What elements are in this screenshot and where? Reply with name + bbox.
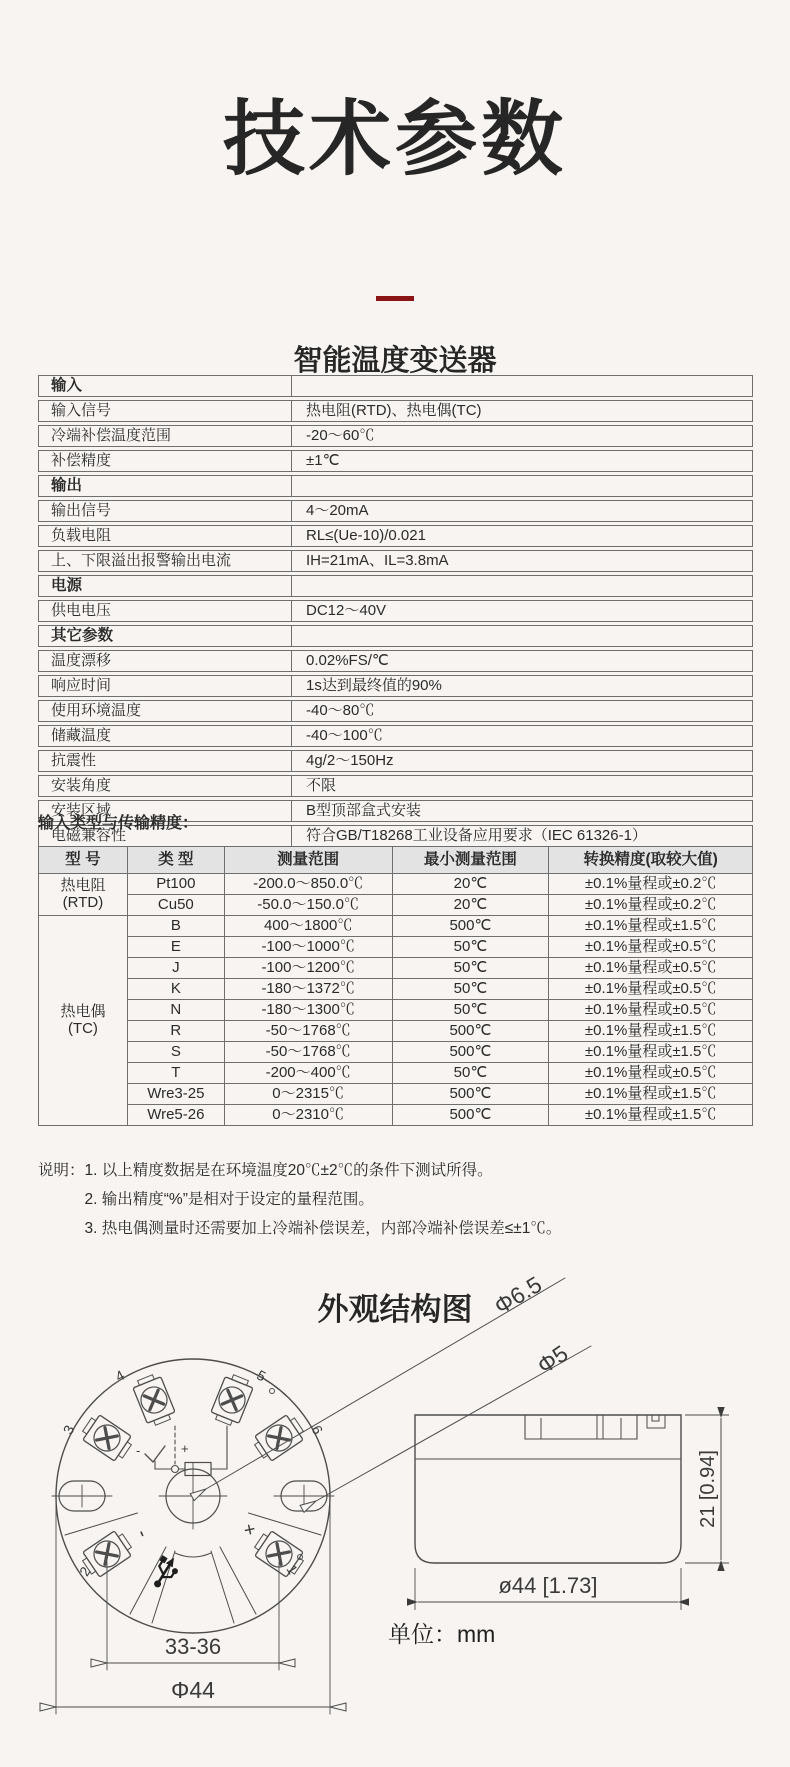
- spec-row: [38, 450, 753, 472]
- min-range: 500℃: [392, 1042, 549, 1063]
- note-item: 1. 以上精度数据是在环境温度20℃±2℃的条件下测试所得。: [84, 1162, 493, 1179]
- spec-label: 储藏温度: [38, 725, 292, 747]
- spec-row: [38, 750, 753, 772]
- spec-value: ±1℃: [292, 450, 753, 472]
- side-view-dimensions: [415, 1415, 729, 1610]
- accuracy-row: [39, 979, 753, 1000]
- measure-range: -200～400℃: [224, 1063, 392, 1084]
- page-title: 技术参数: [222, 94, 567, 185]
- notes-block: [38, 1156, 758, 1243]
- measure-range: -200.0～850.0℃: [224, 874, 392, 895]
- measure-range: -100～1200℃: [224, 958, 392, 979]
- spec-value: DC12～40V: [292, 600, 753, 622]
- spec-row: [38, 600, 753, 622]
- spec-table-subtitle: 智能温度变送器: [293, 345, 497, 377]
- mounting-slot-icon: [52, 1481, 112, 1511]
- title-accent-dash: [376, 296, 414, 301]
- wiring-plus-label: +: [181, 1441, 189, 1456]
- conversion-accuracy: ±0.1%量程或±0.5℃: [549, 979, 753, 1000]
- accuracy-model-rtd: [39, 874, 128, 916]
- accuracy-table: [38, 846, 753, 1126]
- model-name: 热电阻: [60, 877, 106, 894]
- spec-row: [38, 550, 753, 572]
- spec-row: [38, 775, 753, 797]
- measure-range: -180～1372℃: [224, 979, 392, 1000]
- terminal-number: 3: [59, 1422, 78, 1437]
- spec-section-row: [38, 475, 753, 497]
- accuracy-row: [39, 937, 753, 958]
- min-range: 50℃: [392, 958, 549, 979]
- sensor-type: Wre3-25: [127, 1084, 224, 1105]
- spec-row: [38, 700, 753, 722]
- spec-table: [38, 372, 753, 850]
- spec-row: [38, 650, 753, 672]
- spec-value: [292, 625, 753, 647]
- measure-range: -100～1000℃: [224, 937, 392, 958]
- top-view-dimensions: [56, 1271, 591, 1714]
- accuracy-header-row: [39, 847, 753, 874]
- spec-row: [38, 525, 753, 547]
- conversion-accuracy: ±0.1%量程或±0.5℃: [549, 1000, 753, 1021]
- spec-value: [292, 475, 753, 497]
- accuracy-row: [39, 1105, 753, 1126]
- accuracy-row: [39, 1000, 753, 1021]
- spec-value: 4g/2～150Hz: [292, 750, 753, 772]
- spec-label: 供电电压: [38, 600, 292, 622]
- spec-label: 冷端补偿温度范围: [38, 425, 292, 447]
- accuracy-row: [39, 1084, 753, 1105]
- spec-value: 0.02%FS/℃: [292, 650, 753, 672]
- accuracy-row: [39, 958, 753, 979]
- min-range: 50℃: [392, 979, 549, 1000]
- spec-row: [38, 425, 753, 447]
- spec-section-label: 输入: [38, 375, 292, 397]
- accuracy-row: [39, 916, 753, 937]
- spec-section-row: [38, 375, 753, 397]
- sensor-type: J: [127, 958, 224, 979]
- min-range: 20℃: [392, 895, 549, 916]
- spec-value: 热电阻(RTD)、热电偶(TC): [292, 400, 753, 422]
- measure-range: 0～2310℃: [224, 1105, 392, 1126]
- note-item: 3. 热电偶测量时还需要加上冷端补偿误差，内部冷端补偿误差≤±1℃。: [84, 1220, 562, 1237]
- accuracy-row: [39, 895, 753, 916]
- dim-center-hole-label: Φ6.5: [489, 1271, 547, 1320]
- sensor-type: N: [127, 1000, 224, 1021]
- sensor-type: Cu50: [127, 895, 224, 916]
- structure-section-title: 外观结构图: [317, 1292, 473, 1327]
- spec-label: 响应时间: [38, 675, 292, 697]
- conversion-accuracy: ±0.1%量程或±0.2℃: [549, 895, 753, 916]
- polarity-minus-label: -: [131, 1525, 154, 1542]
- accuracy-header-accuracy: 转换精度(取较大值): [549, 847, 753, 874]
- sensor-type: R: [127, 1021, 224, 1042]
- dim-span-label: 33-36: [164, 1634, 222, 1659]
- min-range: 50℃: [392, 1000, 549, 1021]
- min-range: 50℃: [392, 937, 549, 958]
- terminal-number: 6: [308, 1422, 327, 1437]
- transmitter-side-view: [415, 1415, 729, 1610]
- accuracy-row: [39, 1063, 753, 1084]
- conversion-accuracy: ±0.1%量程或±1.5℃: [549, 1021, 753, 1042]
- spec-label: 温度漂移: [38, 650, 292, 672]
- accuracy-header-range: 测量范围: [224, 847, 392, 874]
- terminal-screw-icon: [131, 1372, 177, 1428]
- measure-range: -50～1768℃: [224, 1042, 392, 1063]
- accuracy-row: [39, 1021, 753, 1042]
- spec-section-row: [38, 625, 753, 647]
- spec-section-label: 电源: [38, 575, 292, 597]
- conversion-accuracy: ±0.1%量程或±1.5℃: [549, 1084, 753, 1105]
- conversion-accuracy: ±0.1%量程或±0.2℃: [549, 874, 753, 895]
- dim-diameter-label: ø44 [1.73]: [498, 1573, 598, 1598]
- dim-height-label: 21 [0.94]: [697, 1450, 719, 1528]
- terminal-number: 5: [254, 1366, 269, 1385]
- wiring-minus-label: -: [136, 1443, 141, 1458]
- spec-value: 不限: [292, 775, 753, 797]
- sensor-type: Pt100: [127, 874, 224, 895]
- note-item: 2. 输出精度“%”是相对于设定的量程范围。: [84, 1191, 374, 1208]
- spec-row: [38, 400, 753, 422]
- sector-lines: [65, 1513, 321, 1623]
- spec-value: -20～60℃: [292, 425, 753, 447]
- unit-label: 单位：mm: [388, 1621, 496, 1647]
- spec-row: [38, 500, 753, 522]
- min-range: 500℃: [392, 1105, 549, 1126]
- sensor-type: K: [127, 979, 224, 1000]
- structure-drawing: [25, 1250, 765, 1745]
- spec-value: [292, 575, 753, 597]
- conversion-accuracy: ±0.1%量程或±1.5℃: [549, 916, 753, 937]
- spec-value: 4～20mA: [292, 500, 753, 522]
- spec-value: 符合GB/T18268工业设备应用要求（IEC 61326-1）: [292, 825, 753, 847]
- measure-range: -50～1768℃: [224, 1021, 392, 1042]
- spec-label: 负载电阻: [38, 525, 292, 547]
- spec-label: 安装区域: [38, 800, 292, 822]
- spec-label: 电磁兼容性: [38, 825, 292, 847]
- terminal-number: 1: [283, 1561, 302, 1577]
- accuracy-header-type: 类 型: [127, 847, 224, 874]
- accuracy-table-caption: 输入类型与传输精度：: [38, 815, 199, 832]
- transmitter-top-view: [52, 1271, 591, 1714]
- accuracy-header-min-range: 最小测量范围: [392, 847, 549, 874]
- min-range: 500℃: [392, 1021, 549, 1042]
- dim-diameter-label: Φ44: [171, 1677, 215, 1703]
- measure-range: -50.0～150.0℃: [224, 895, 392, 916]
- spec-section-label: 其它参数: [38, 625, 292, 647]
- spec-value: IH=21mA、IL=3.8mA: [292, 550, 753, 572]
- accuracy-row: [39, 1042, 753, 1063]
- conversion-accuracy: ±0.1%量程或±0.5℃: [549, 1063, 753, 1084]
- terminal-screw-icon: [79, 1412, 136, 1464]
- terminal-number: 4: [112, 1366, 127, 1385]
- spec-value: -40～100℃: [292, 725, 753, 747]
- spec-value: [292, 375, 753, 397]
- spec-label: 输出信号: [38, 500, 292, 522]
- accuracy-row: [39, 874, 753, 895]
- min-range: 20℃: [392, 874, 549, 895]
- spec-value: B型顶部盒式安装: [292, 800, 753, 822]
- conversion-accuracy: ±0.1%量程或±1.5℃: [549, 1105, 753, 1126]
- min-range: 500℃: [392, 1084, 549, 1105]
- spec-row: [38, 725, 753, 747]
- sensor-type: T: [127, 1063, 224, 1084]
- spec-row: [38, 675, 753, 697]
- min-range: 500℃: [392, 916, 549, 937]
- sensor-type: E: [127, 937, 224, 958]
- model-abbr: (TC): [67, 1019, 98, 1037]
- conversion-accuracy: ±0.1%量程或±0.5℃: [549, 937, 753, 958]
- accuracy-header-model: 型 号: [39, 847, 128, 874]
- conversion-accuracy: ±0.1%量程或±1.5℃: [549, 1042, 753, 1063]
- model-name: 热电偶: [60, 1003, 106, 1020]
- spec-label: 输入信号: [38, 400, 292, 422]
- model-abbr: (RTD): [62, 893, 104, 911]
- spec-value: -40～80℃: [292, 700, 753, 722]
- sensor-type: S: [127, 1042, 224, 1063]
- terminal-screw-icon: [209, 1372, 255, 1428]
- dim-slot-hole-label: Φ5: [532, 1339, 573, 1379]
- terminal-screw-icon: [251, 1412, 308, 1464]
- spec-section-row: [38, 575, 753, 597]
- spec-label: 抗震性: [38, 750, 292, 772]
- center-screw-icon: [159, 1463, 227, 1529]
- polarity-plus-label: +: [241, 1518, 258, 1543]
- sensor-type: B: [127, 916, 224, 937]
- measure-range: -180～1300℃: [224, 1000, 392, 1021]
- accuracy-model-tc: [39, 916, 128, 1126]
- terminal-number: 2: [75, 1563, 94, 1579]
- notes-prefix: 说明：: [38, 1162, 85, 1179]
- spec-value: RL≤(Ue-10)/0.021: [292, 525, 753, 547]
- spec-label: 使用环境温度: [38, 700, 292, 722]
- min-range: 50℃: [392, 1063, 549, 1084]
- measure-range: 400～1800℃: [224, 916, 392, 937]
- spec-section-label: 输出: [38, 475, 292, 497]
- measure-range: 0～2315℃: [224, 1084, 392, 1105]
- sensor-type: Wre5-26: [127, 1105, 224, 1126]
- spec-label: 安装角度: [38, 775, 292, 797]
- spec-value: 1s达到最终值的90%: [292, 675, 753, 697]
- conversion-accuracy: ±0.1%量程或±0.5℃: [549, 958, 753, 979]
- spec-label: 上、下限溢出报警输出电流: [38, 550, 292, 572]
- spec-label: 补偿精度: [38, 450, 292, 472]
